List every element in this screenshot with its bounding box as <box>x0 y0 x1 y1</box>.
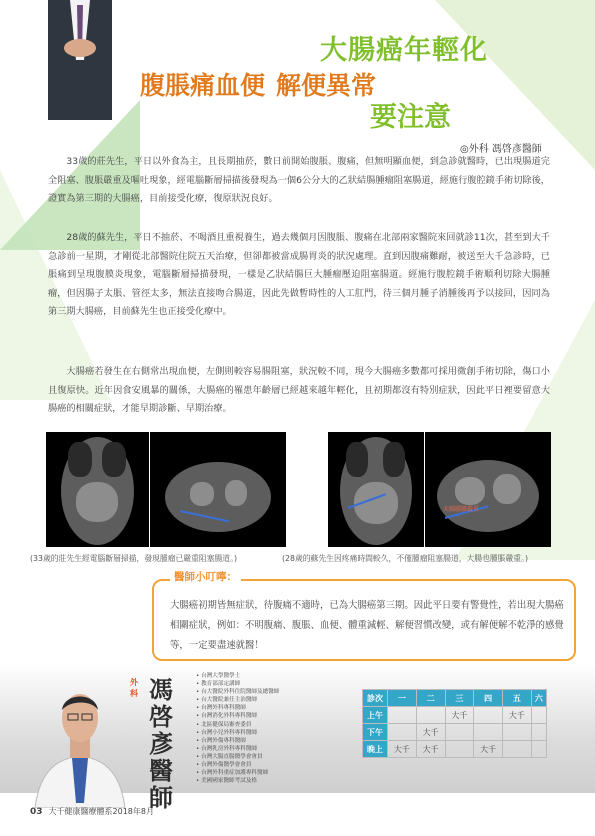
schedule-cell <box>474 707 503 724</box>
schedule-row <box>363 724 547 741</box>
schedule-cell: 大千 <box>503 707 532 724</box>
article-paragraph-2: 28歲的蘇先生，平日不抽菸、不喝酒且重視養生，過去幾個月因腹脹、腹痛在北部兩家醫院來回就診11次，甚至到大千急診前一星期，才剛從北部醫院住院五天治療，但卻都被當成腸胃炎的狀況處理。直到因腹痛難耐，被送至大千急診時，已脹痛到呈現腹膜炎現象，電腦斷層掃描發現，一樣是乙狀結腸巨大腫瘤壓迫阻塞腸道。經施行腹腔鏡手術順利切除大腸腫瘤，但因腸子太脹、管徑太多，無法直接吻合腸道，因此先做暫時性的人工肛門，待三個月腫子消腫後再予以接回，因同為第三期大腸癌，目前蘇先生也正接受化療中。 <box>48 232 550 317</box>
schedule-day: 六 <box>531 690 546 707</box>
credential-item: • 台灣小兒外科專科醫師 <box>196 729 356 737</box>
doctor-credentials <box>196 672 356 785</box>
tips-heading: 醫師小叮嚀： <box>170 569 241 584</box>
schedule-day: 二 <box>416 690 445 707</box>
schedule-cell: 大千 <box>474 741 503 758</box>
credential-item: • 台灣大腸直腸醫學會會員 <box>196 753 356 761</box>
title-line-3: 要注意 <box>370 102 451 133</box>
title-line-2a: 腹脹痛血便 <box>140 71 266 100</box>
credential-item: • 台灣外科重症加護專科醫師 <box>196 769 356 777</box>
schedule-cell <box>388 724 417 741</box>
schedule-cell <box>503 724 532 741</box>
person-illustration <box>40 0 120 120</box>
clinic-schedule <box>362 689 547 758</box>
schedule-day: 三 <box>445 690 474 707</box>
title-line-1: 大腸癌年輕化 <box>320 35 488 66</box>
schedule-cell: 大千 <box>416 741 445 758</box>
credential-item: • 台大醫院兼任主治醫師 <box>196 696 356 704</box>
schedule-cell <box>531 724 546 741</box>
schedule-cell: 大千 <box>388 741 417 758</box>
credential-item: • 台灣外科專科醫師 <box>196 704 356 712</box>
credential-item: • 台灣消化外科專科醫師 <box>196 712 356 720</box>
doctor-department: 外科 <box>130 678 138 698</box>
schedule-cell <box>445 741 474 758</box>
schedule-day: 五 <box>503 690 532 707</box>
schedule-day: 一 <box>388 690 417 707</box>
schedule-row <box>363 707 547 724</box>
credential-item: • 北區健保局審查委員 <box>196 721 356 729</box>
schedule-row-label: 下午 <box>363 724 388 741</box>
page-footer <box>30 806 154 817</box>
credential-item: • 美國國家醫師考試及格 <box>196 777 356 785</box>
schedule-cell <box>474 724 503 741</box>
doctor-name: 馮啓彥醫師 <box>149 675 173 812</box>
schedule-row <box>363 741 547 758</box>
doctor-photo <box>30 678 130 808</box>
schedule-corner: 診次 <box>363 690 388 707</box>
schedule-cell <box>503 741 532 758</box>
page-number: 03 <box>30 807 43 817</box>
title-line-2b: 解便異常 <box>276 71 377 100</box>
article-paragraph-3: 大腸癌若發生在右側常出現血便，左側則較容易腸阻塞，狀況較不同，現今大腸癌多數都可採用微創手術切除，傷口小且復原快。近年因食安風暴的關係，大腸癌的罹患年齡層已經越來越年輕化，且初期都沒有特別症狀，因此平日裡要留意大腸癌的相關症狀，才能早期診斷、早期治療。 <box>48 366 550 414</box>
schedule-cell <box>531 707 546 724</box>
credential-item: • 台灣大學醫學士 <box>196 672 356 680</box>
schedule-row-label: 晚上 <box>363 741 388 758</box>
schedule-cell: 大千 <box>445 707 474 724</box>
schedule-cell: 大千 <box>416 724 445 741</box>
author-byline: ◎外科 馮啓彥醫師 <box>460 144 542 155</box>
credential-item: • 台灣外傷醫學會會員 <box>196 761 356 769</box>
ct-scan-coronal-1 <box>46 432 149 547</box>
footer-text: 大千健康醫療體系2018年8月 <box>48 807 154 816</box>
tips-text: 大腸癌初期皆無症狀，待腹痛不適時，已為大腸癌第三期。因此平日要有警覺性，若出現大腸癌相關症狀，例如：不明腹痛、腹脹、血便、體重減輕、解便習慣改變，或有解便解不乾淨的感覺等，一定要盡速就醫！ <box>170 600 564 651</box>
schedule-cell <box>388 707 417 724</box>
caption-2: (28歲的蘇先生因疼痛時間較久，不僅腫瘤阻塞腸道，大腸也腫脹嚴重。) <box>282 554 529 563</box>
scan-label: 大腸腫脹嚴重 <box>443 506 480 513</box>
schedule-day: 四 <box>474 690 503 707</box>
schedule-cell <box>531 741 546 758</box>
ct-scan-coronal-2 <box>328 432 424 547</box>
caption-1: (33歲的莊先生經電腦斷層掃描，發現腫瘤已嚴重阻塞腸道。) <box>30 554 238 563</box>
credential-item: • 台灣外傷專科醫師 <box>196 737 356 745</box>
credential-item: • 教育部部定講師 <box>196 680 356 688</box>
article-paragraph-1: 33歲的莊先生，平日以外食為主，且長期抽菸，數日前開始腹脹、腹痛，但無明顯血便，到急診就醫時，已出現腸道完全阻塞、腹脹嚴重及嘔吐現象，經電腦斷層掃描後發現為一個6公分大的乙狀結腸腫瘤阻塞腸道，經施行腹腔鏡手術切除後，證實為第三期的大腸癌，目前接受化療，復原狀況良好。 <box>48 156 550 204</box>
schedule-cell <box>445 724 474 741</box>
ct-scan-axial-2 <box>425 432 551 547</box>
schedule-row-label: 上午 <box>363 707 388 724</box>
credential-item: • 台灣乳房外科專科醫師 <box>196 745 356 753</box>
ct-scan-axial-1 <box>150 432 286 547</box>
credential-item: • 台大醫院外科住院醫師及總醫師 <box>196 688 356 696</box>
schedule-cell <box>416 707 445 724</box>
